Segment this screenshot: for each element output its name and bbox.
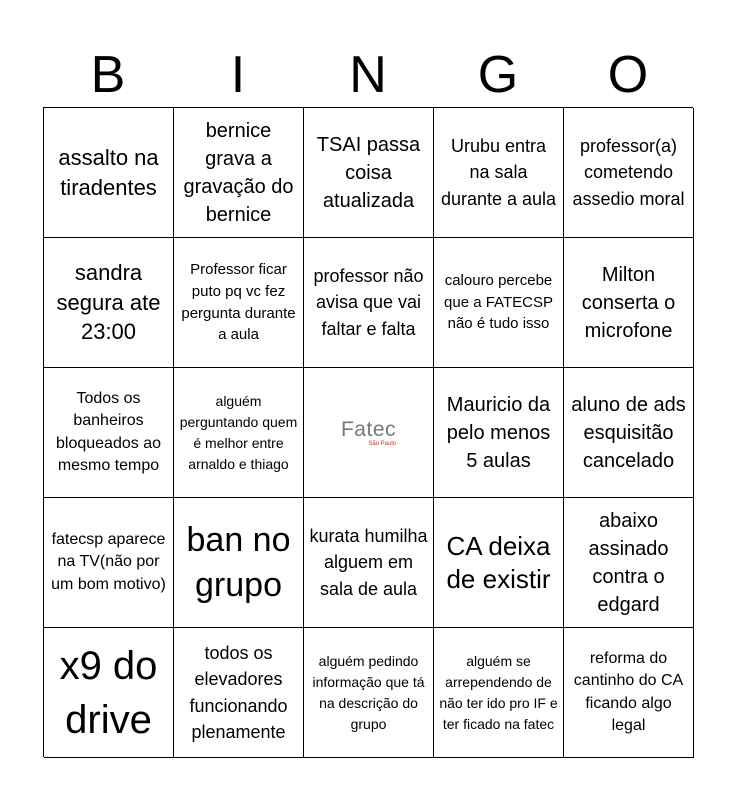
bingo-cell[interactable] xyxy=(434,498,564,628)
cell-text: ban no grupo xyxy=(186,521,291,604)
cell-text: fatecsp aparece na TV(não por um bom motivo) xyxy=(51,530,166,593)
bingo-cell[interactable] xyxy=(434,628,564,758)
cell-text: TSAI passa coisa atualizada xyxy=(316,133,421,212)
cell-text: professor não avisa que vai faltar e falta xyxy=(313,266,424,339)
bingo-cell[interactable] xyxy=(174,368,304,498)
cell-text: Todos os banheiros bloqueados ao mesmo tempo xyxy=(56,389,161,474)
cell-text: reforma do cantinho do CA ficando algo legal xyxy=(573,649,684,734)
free-space-cell[interactable] xyxy=(304,368,434,498)
bingo-cell[interactable] xyxy=(44,238,174,368)
bingo-cell[interactable] xyxy=(564,498,694,628)
cell-text: kurata humilha alguem em sala de aula xyxy=(309,526,428,599)
bingo-cell[interactable] xyxy=(564,108,694,238)
cell-text: alguém se arrependendo de não ter ido pro IF e ter ficado na fatec xyxy=(439,652,558,732)
cell-text: CA deixa de existir xyxy=(446,531,551,594)
cell-text: Urubu entra na sala durante a aula xyxy=(440,136,557,209)
bingo-cell[interactable] xyxy=(564,368,694,498)
cell-text: sandra segura ate 23:00 xyxy=(56,259,161,345)
header-letter-o: O xyxy=(607,46,649,104)
bingo-cell[interactable] xyxy=(174,238,304,368)
header-letter-n: N xyxy=(349,46,387,104)
cell-text: alguém pedindo informação que tá na descrição do grupo xyxy=(312,652,425,732)
logo-sub-text: São Paulo xyxy=(368,440,397,447)
bingo-cell[interactable] xyxy=(434,108,564,238)
bingo-cell[interactable] xyxy=(44,628,174,758)
bingo-cell[interactable] xyxy=(434,368,564,498)
bingo-cell[interactable] xyxy=(304,108,434,238)
cell-text: bernice grava a gravação do bernice xyxy=(183,119,294,226)
bingo-cell[interactable] xyxy=(564,238,694,368)
bingo-header xyxy=(43,42,693,108)
cell-text: abaixo assinado contra o edgard xyxy=(588,509,669,616)
bingo-card xyxy=(43,107,693,757)
bingo-cell[interactable] xyxy=(174,498,304,628)
fatec-logo xyxy=(341,419,396,447)
bingo-cell[interactable] xyxy=(44,108,174,238)
bingo-cell[interactable] xyxy=(44,368,174,498)
header-letter-g: G xyxy=(477,46,519,104)
header-letter-i: I xyxy=(230,46,246,104)
cell-text: assalto na tiradentes xyxy=(58,144,159,200)
bingo-cell[interactable] xyxy=(564,628,694,758)
cell-text: x9 do drive xyxy=(59,643,158,742)
bingo-cell[interactable] xyxy=(434,238,564,368)
cell-text: aluno de ads esquisitão cancelado xyxy=(571,393,686,472)
header-letter-b: B xyxy=(90,46,126,104)
cell-text: Mauricio da pelo menos 5 aulas xyxy=(446,393,551,472)
cell-text: Professor ficar puto pq vc fez pergunta durante a aula xyxy=(181,261,296,344)
bingo-cell[interactable] xyxy=(304,238,434,368)
logo-brand-text: Fatec xyxy=(340,417,397,441)
cell-text: alguém perguntando quem é melhor entre arnaldo e thiago xyxy=(179,392,298,472)
bingo-cell[interactable] xyxy=(44,498,174,628)
bingo-cell[interactable] xyxy=(174,108,304,238)
cell-text: professor(a) cometendo assedio moral xyxy=(572,136,685,209)
bingo-cell[interactable] xyxy=(304,628,434,758)
cell-text: calouro percebe que a FATECSP não é tudo isso xyxy=(444,271,553,333)
cell-text: todos os elevadores funcionando plenamente xyxy=(189,643,288,742)
bingo-cell[interactable] xyxy=(174,628,304,758)
bingo-cell[interactable] xyxy=(304,498,434,628)
cell-text: Milton conserta o microfone xyxy=(581,263,676,342)
